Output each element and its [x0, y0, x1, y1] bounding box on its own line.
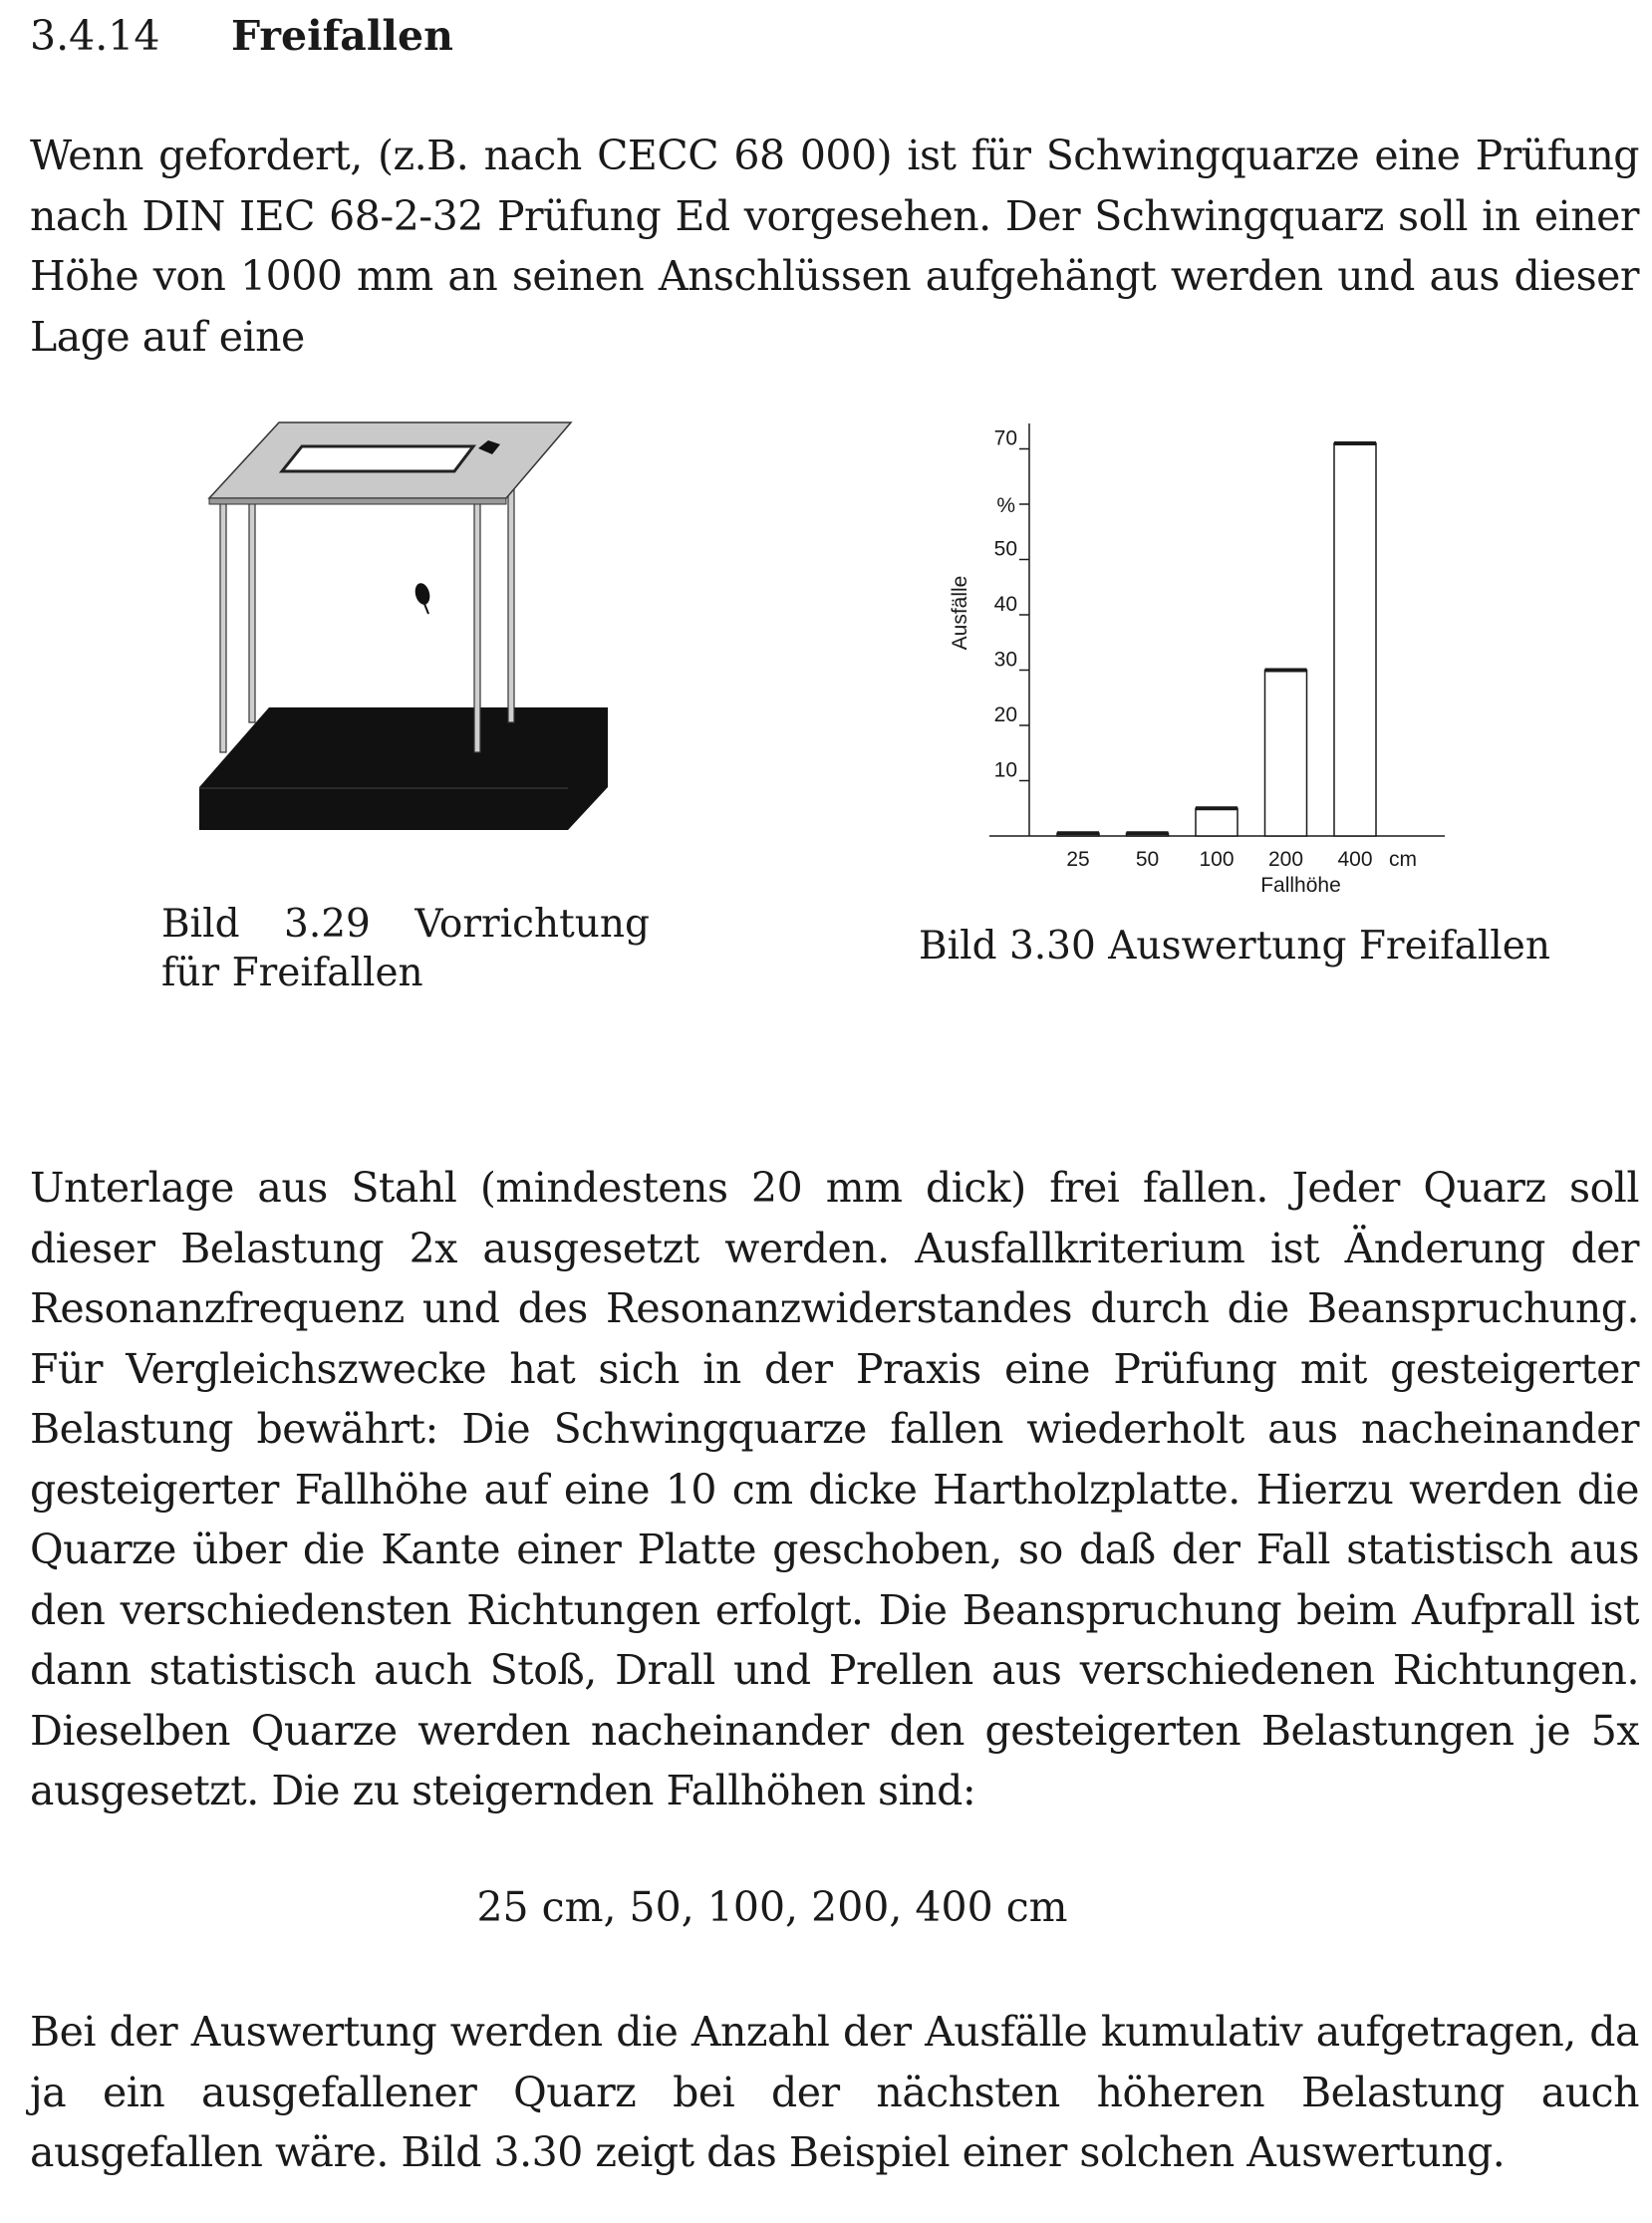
base-block-front [199, 787, 608, 830]
support-rod-front-right [474, 498, 480, 752]
bar-200 [1265, 671, 1307, 837]
y-tick-label: 30 [993, 648, 1017, 672]
x-tick-label: 100 [1199, 848, 1235, 871]
top-plate-edge [209, 498, 506, 504]
free-fall-apparatus-illustration [189, 409, 628, 837]
x-tick-label: 50 [1135, 848, 1160, 871]
failure-bar-chart [937, 404, 1465, 902]
x-tick-label: 400 [1337, 848, 1373, 871]
main-paragraph: Unterlage aus Stahl (mindestens 20 mm dick) frei fallen. Jeder Quarz soll dieser Belastung 2x ausgesetzt werden. Ausfallkriterium ist Änderung der Resonanzfrequenz und des Resonanzwiderstandes durch die Beanspruchung. Für Vergleichszwecke hat sich in der Praxis eine Prüfung mit gesteigerter Belastung bewährt: Die Schwingquarze fallen wiederholt aus nacheinander gesteigerter Fallhöhe auf eine 10 cm dicke Hartholzplatte. Hierzu werden die Quarze über die Kante einer Platte geschoben, so daß der Fall statistisch aus den verschiedensten Richtungen erfolgt. Die Beanspruchung beim Aufprall ist dann statistisch auch Stoß, Drall und Prellen aus verschiedenen Richtungen. Dieselben Quarze werden nacheinander den gesteigerten Belastungen je 5x ausgesetzt. Die zu steigernden Fallhöhen sind: [30, 1164, 1639, 1814]
y-tick-label: 10 [993, 758, 1017, 782]
section-number: 3.4.14 [30, 12, 160, 60]
x-axis-title: Fallhöhe [1260, 874, 1341, 897]
drop-heights-list: 25 cm, 50, 100, 200, 400 cm [476, 1883, 1068, 1931]
section-title: Freifallen [231, 12, 453, 60]
base-block-top [199, 707, 608, 787]
x-tick-label: 200 [1267, 848, 1304, 871]
x-unit-label: cm [1389, 848, 1417, 871]
x-tick-label: 25 [1066, 848, 1090, 871]
support-rod-front-left [220, 498, 226, 752]
support-rod-back-left [249, 473, 255, 722]
closing-paragraph: Bei der Auswertung werden die Anzahl der Ausfälle kumulativ aufgetragen, da ja ein ausgefallener Quarz bei der nächsten höheren Belastung auch ausgefallen wäre. Bild 3.30 zeigt das Beispiel einer solchen Auswertung. [30, 2008, 1639, 2176]
y-axis-title: Ausfälle [949, 575, 971, 651]
bar-400 [1334, 443, 1376, 836]
chart-figure-caption: Bild 3.30 Auswertung Freifallen [919, 924, 1550, 969]
support-rod-back-right [508, 473, 514, 722]
plate-opening [282, 446, 473, 471]
intro-paragraph: Wenn gefordert, (z.B. nach CECC 68 000) ist für Schwingquarze eine Prüfung nach DIN IEC 68-2-32 Prüfung Ed vorgesehen. Der Schwingquarz soll in einer Höhe von 1000 mm an seinen Anschlüssen aufgehängt werden und aus dieser Lage auf eine [30, 132, 1639, 361]
chart-bars [1057, 443, 1376, 836]
falling-quartz-icon [413, 582, 431, 614]
section-heading [30, 8, 453, 64]
y-tick-label: 50 [993, 537, 1017, 561]
y-unit-label: % [996, 494, 1015, 517]
y-tick-label: 40 [993, 593, 1017, 616]
apparatus-figure-caption: Bild 3.29 Vorrichtung für Freifallen [161, 902, 650, 995]
bar-100 [1196, 808, 1238, 836]
y-tick-label: 20 [993, 703, 1017, 726]
y-tick-label: 70 [993, 426, 1017, 450]
